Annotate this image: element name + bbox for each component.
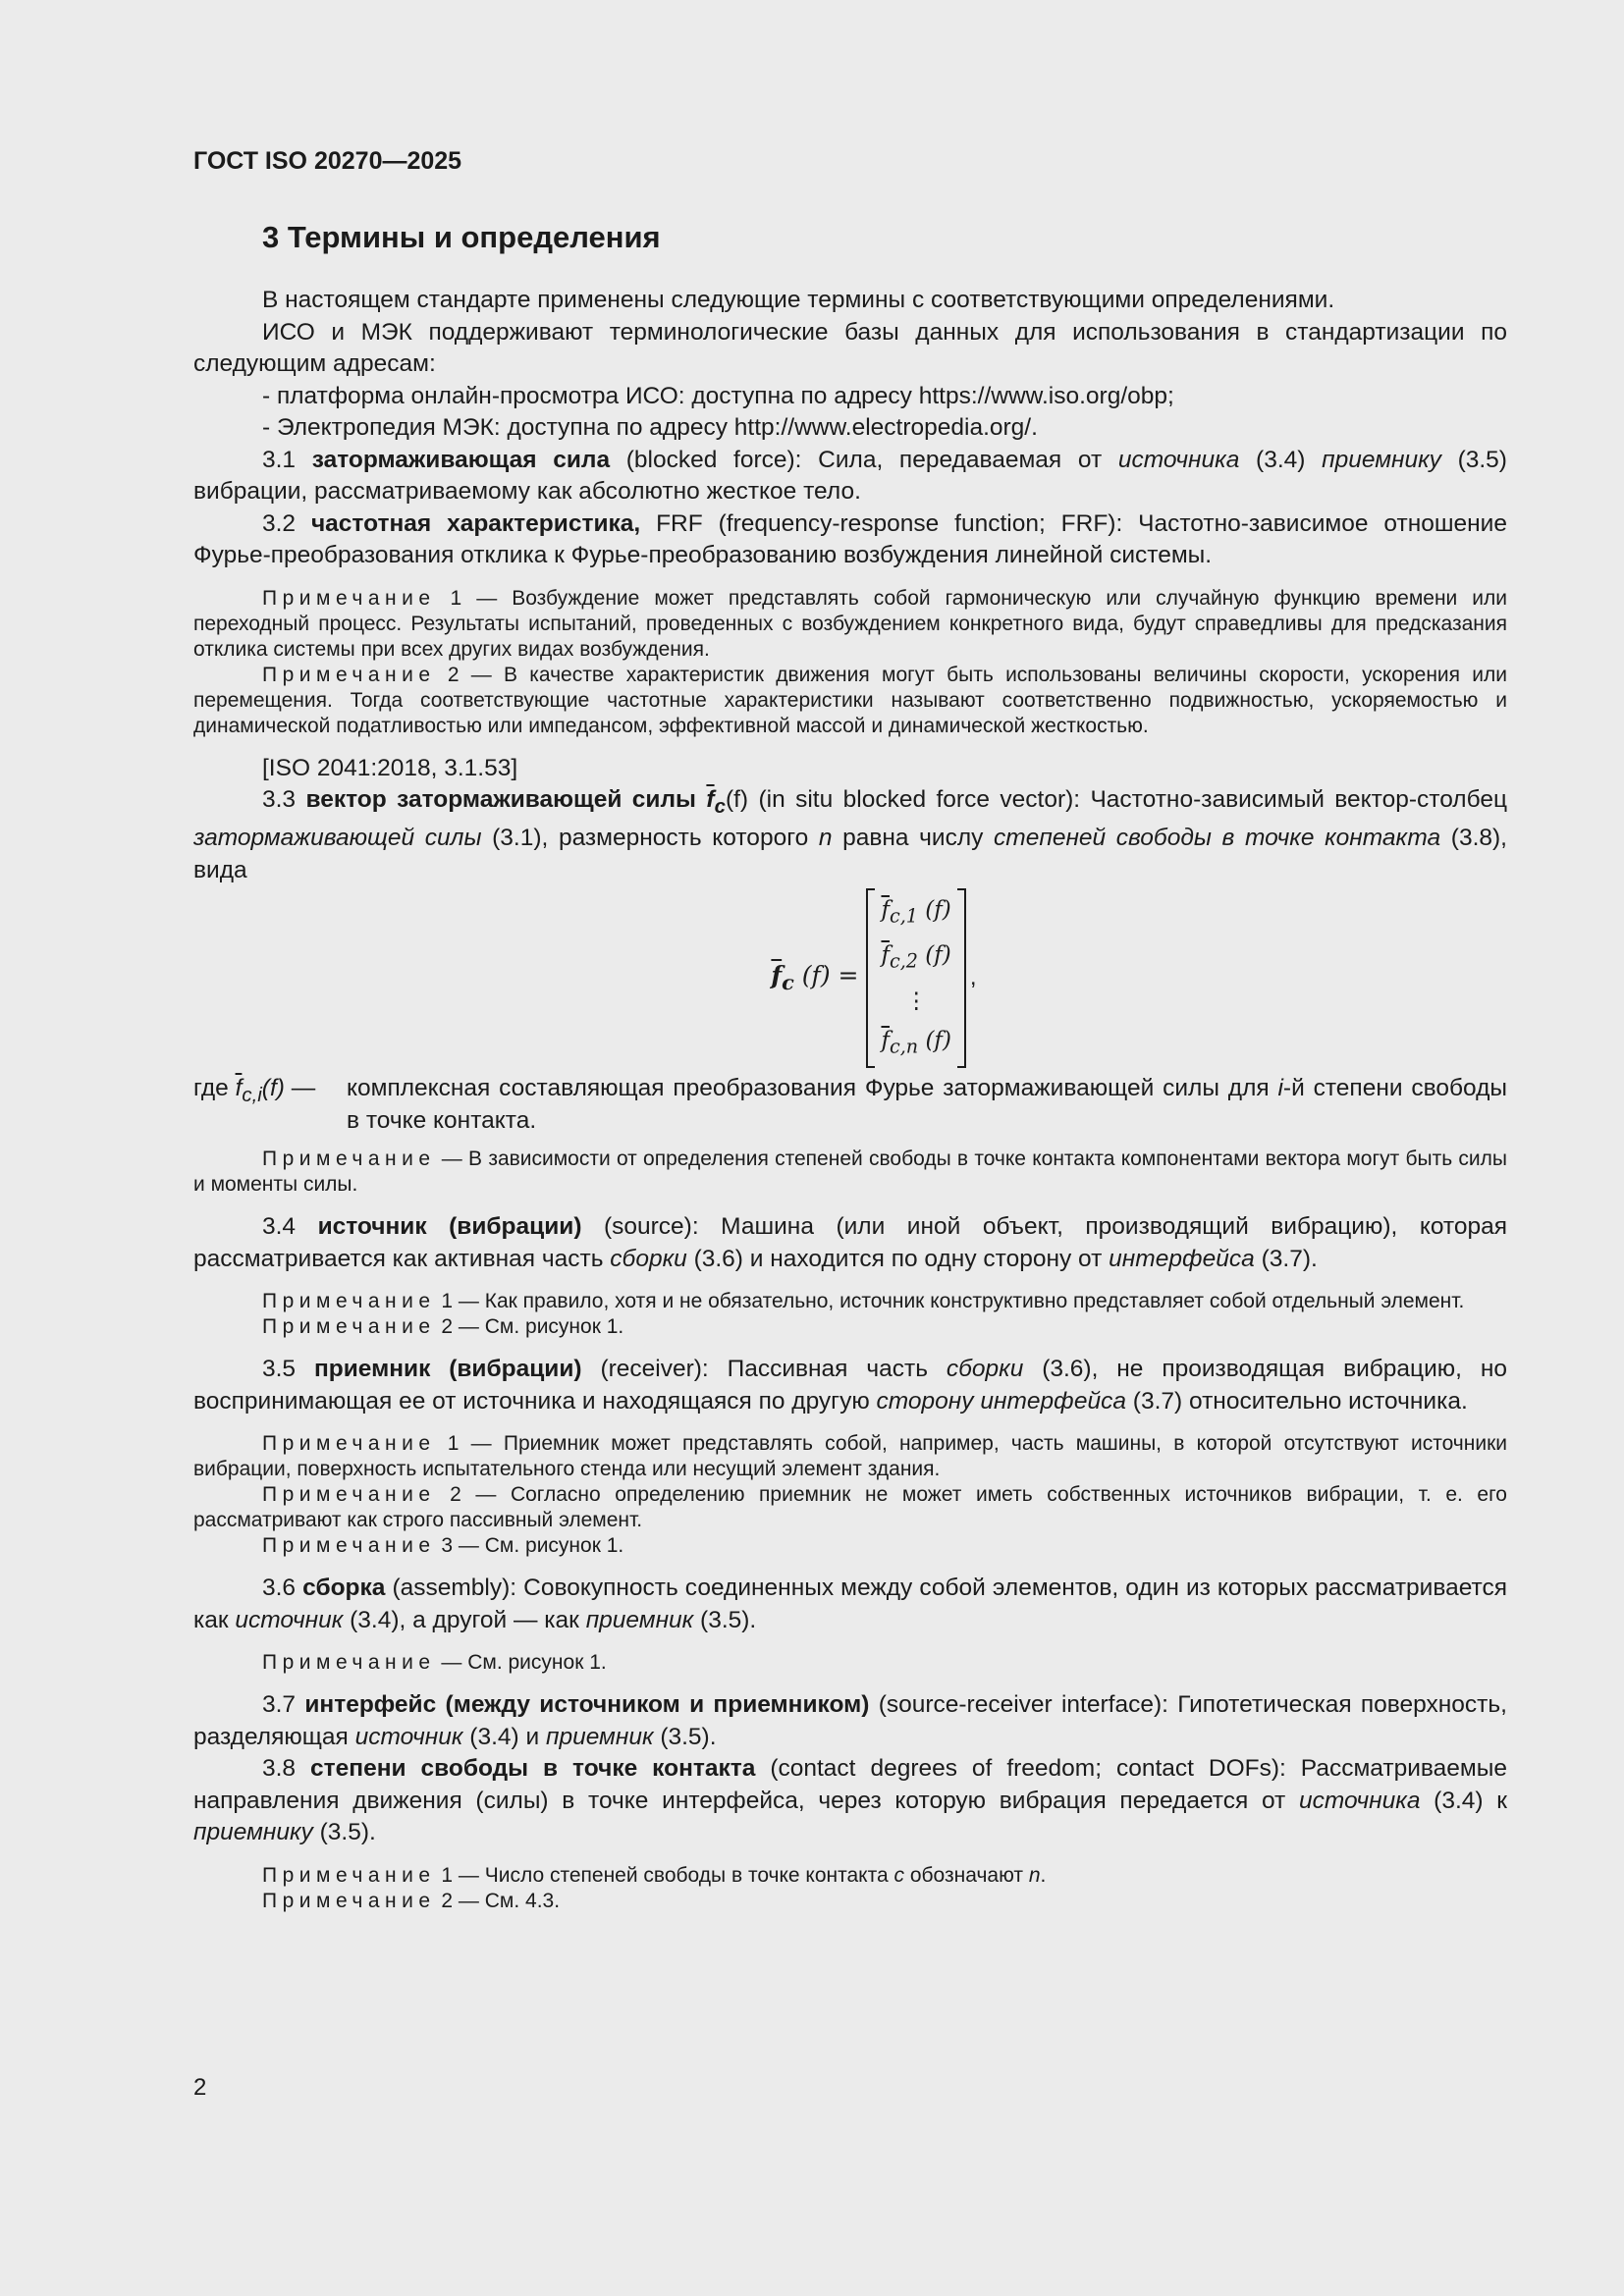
term-name: источник (вибрации) [317,1213,582,1241]
note-text: 1 — Число степеней свободы в точке контакта [435,1863,894,1887]
vector-component: $\overline{f}_{c,1}$ (f) [881,896,951,928]
term-3-2 [193,508,1507,572]
note-text: 2 — В качестве характеристик движения могут быть использованы величины скорости, ускорения или перемещения. Тогда соответствующие частотные характеристики называют соответственно подвижностью, ускоряемостью и динамической податливостью или импедансом, эффективной массой и динамической жесткостью. [193,663,1507,737]
intro-list-item-iso: - платформа онлайн-просмотра ИСО: доступна по адресу https://www.iso.org/obp; [262,382,1174,409]
vector-components [875,888,956,1069]
term-name: вектор затормаживающей силы [305,786,707,813]
note-text: . [1040,1863,1047,1887]
note-text: 2 — См. рисунок 1. [435,1315,624,1339]
note-label: Примечание [262,1148,436,1171]
term-link: источника [1117,446,1240,473]
term-name: сборка [302,1575,386,1602]
term-link: приемнику [193,1819,313,1846]
term-link: источника [1298,1787,1421,1814]
formula-lhs-symbol: $\overline{f}$ [771,961,783,990]
right-bracket [957,888,966,1069]
term-link: затормаживающей силы [193,825,482,852]
blocked-force-vector-formula [241,890,1507,1065]
note-text: 2 — См. 4.3. [435,1889,561,1912]
term-name: степени свободы в точке контакта [310,1755,756,1783]
term-link: приемник [585,1606,694,1633]
note-3-6 [193,1650,1507,1676]
term-number: 3.6 [262,1575,303,1602]
note-text: 1 — Как правило, хотя и не обязательно, источник конструктивно представляет собой отдельный элемент. [435,1290,1465,1313]
formula-comma: , [969,964,977,991]
vector-component: $\overline{f}_{c,n}$ (f) [881,1027,951,1058]
term-number: 3.4 [262,1213,318,1241]
note-3-2-1 [193,586,1507,663]
term-link: сборки [946,1356,1024,1383]
note-symbol: c [893,1863,905,1887]
term-name: приемник (вибрации) [313,1356,582,1383]
term-name: частотная характеристика, [310,509,641,537]
standard-header: ГОСТ ISO 20270—2025 [193,147,462,175]
term-link: источник [235,1606,344,1633]
note-label: Примечание [262,1863,436,1887]
term-link: приемнику [1322,446,1441,473]
term-number: 3.3 [262,786,306,813]
term-link: источник [354,1723,463,1750]
note-3-2-2 [193,663,1507,739]
page-content [193,220,1507,1914]
term-link: интерфейса [1109,1245,1255,1272]
note-label: Примечание [262,1651,436,1675]
formula-lhs-subscript: c [782,970,794,995]
intro-list-item-iec: - Электропедия МЭК: доступна по адресу http://www.electropedia.org/. [262,414,1038,441]
note-text: обозначают [904,1863,1029,1887]
term-text: (3.5). [693,1606,757,1633]
term-number: 3.2 [262,509,311,537]
note-label: Примечание [262,586,436,610]
note-label: Примечание [262,1290,436,1313]
term-3-4 [193,1211,1507,1275]
term-text: равна числу [832,825,995,852]
term-text: (3.4) [1239,446,1323,473]
vector-symbol: $\overline{f}$ [706,786,715,813]
note-3-8-1 [193,1863,1507,1889]
term-3-3 [193,784,1507,886]
note-text: 1 — Возбуждение может представлять собой гармоническую или случайную функцию времени или переходный процесс. Результаты испытаний, проведенных с возбуждением конкретного вида, будут справедливы для предсказания отклика системы при всех других видах возбуждения. [193,586,1507,661]
term-text: (3.7) относительно источника. [1126,1387,1468,1415]
dimension-symbol: n [818,825,833,852]
term-text: (blocked force): Сила, передаваемая от [610,446,1118,473]
note-label: Примечание [262,1315,436,1339]
note-3-5-2 [193,1482,1507,1533]
term-link: степеней свободы в точке контакта [994,825,1441,852]
term-text: (3.5). [312,1819,376,1846]
note-label: Примечание [262,1534,436,1558]
term-text: (3.5) вибрации, рассматриваемому как абсолютно жесткое тело. [193,446,1507,505]
term-number: 3.8 [262,1755,311,1783]
term-text: (3.5). [653,1723,717,1750]
left-bracket [866,888,875,1069]
term-3-6 [193,1573,1507,1636]
term-text: (3.8), вида [193,825,1507,883]
term-text: (source): Машина (или иной объект, производящий вибрацию), которая рассматривается как активная часть [193,1213,1507,1272]
term-number: 3.1 [262,446,312,473]
note-text: — См. рисунок 1. [435,1651,607,1675]
term-3-5 [193,1354,1507,1417]
term-text: (receiver): Пассивная часть [581,1356,947,1383]
intro-paragraph-1: В настоящем стандарте применены следующие термины с соответствующими определениями. [262,287,1335,313]
term-name: интерфейс (между источником и приемником) [304,1691,870,1719]
term-text: (3.7). [1254,1245,1318,1272]
term-3-1 [193,445,1507,508]
intro-paragraph-2: ИСО и МЭК поддерживают терминологические базы данных для использования в стандартизации по следующим адресам: [193,318,1507,377]
note-text: 1 — Приемник может представлять собой, например, часть машины, в которой отсутствуют источники вибрации, поверхность испытательного стенда или несущий элемент здания. [193,1432,1507,1481]
term-text: (source-receiver interface): Гипотетическая поверхность, разделяющая [193,1691,1507,1750]
term-name: затормаживающая сила [311,446,611,473]
vector-component: $\overline{f}_{c,2}$ (f) [881,942,951,973]
explanation-symbol: где $\overline{f}_{c,i}(f)$ — [193,1075,316,1107]
note-text: 3 — См. рисунок 1. [435,1534,624,1558]
vector-subscript: c [714,795,726,818]
term-3-7 [193,1689,1507,1753]
term-text: (3.4) и [462,1723,546,1750]
explanation-text: комплексная составляющая преобразования Фурье затормаживающей силы для i-й степени свободы в точке контакта. [347,1075,1508,1134]
term-text: (3.6) и находится по одну сторону от [686,1245,1110,1272]
vertical-ellipsis: ⋮ [904,988,928,1014]
term-text: (3.6), не производящая вибрацию, но воспринимающая ее от источника и находящаяся по другую [193,1356,1507,1415]
note-3-4-2 [193,1314,1507,1340]
section-title: 3 Термины и определения [262,220,661,254]
term-number: 3.7 [262,1691,305,1719]
note-label: Примечание [262,663,436,686]
term-text: (3.4) к [1420,1787,1507,1814]
formula-explanation [193,1073,1507,1137]
note-3-4-1 [193,1289,1507,1314]
formula-lhs-argument: (f) = [793,961,859,990]
term-3-8 [193,1753,1507,1849]
note-3-5-3 [193,1533,1507,1559]
term-link: приемник [545,1723,654,1750]
note-label: Примечание [262,1483,436,1507]
term-text: (3.1), размерность которого [481,825,819,852]
term-text: FRF (frequency-response function; FRF): Частотно-зависимое отношение Фурье-преобразования отклика к Фурье-преобразованию возбуждения линейной системы. [193,509,1507,568]
column-vector [866,888,965,1069]
note-text: — В зависимости от определения степеней свободы в точке контакта компонентами вектора могут быть силы и моменты силы. [193,1148,1507,1197]
note-label: Примечание [262,1432,436,1456]
formula-lhs [771,961,858,994]
term-text: (assembly): Совокупность соединенных между собой элементов, один из которых рассматривается как [193,1575,1508,1633]
term-text: (contact degrees of freedom; contact DOFs): Рассматриваемые направления движения (силы) в точке интерфейса, через которую вибрация передается от [193,1755,1507,1814]
term-text: (3.4), а другой — как [343,1606,586,1633]
note-text: 2 — Согласно определению приемник не может иметь собственных источников вибрации, т. е. его рассматривают как строго пассивный элемент. [193,1483,1507,1532]
note-3-5-1 [193,1431,1507,1482]
term-link: сборки [610,1245,687,1272]
page-number: 2 [193,2074,207,2101]
note-label: Примечание [262,1889,436,1912]
source-reference: [ISO 2041:2018, 3.1.53] [262,754,518,781]
term-text: (in situ blocked force vector): Частотно-зависимый вектор-столбец [748,786,1508,813]
term-link: сторону интерфейса [876,1387,1126,1415]
term-number: 3.5 [262,1356,314,1383]
note-3-3 [193,1147,1507,1198]
note-3-8-2 [193,1889,1507,1914]
vector-argument: (f) [725,786,749,813]
note-symbol: n [1028,1863,1041,1887]
